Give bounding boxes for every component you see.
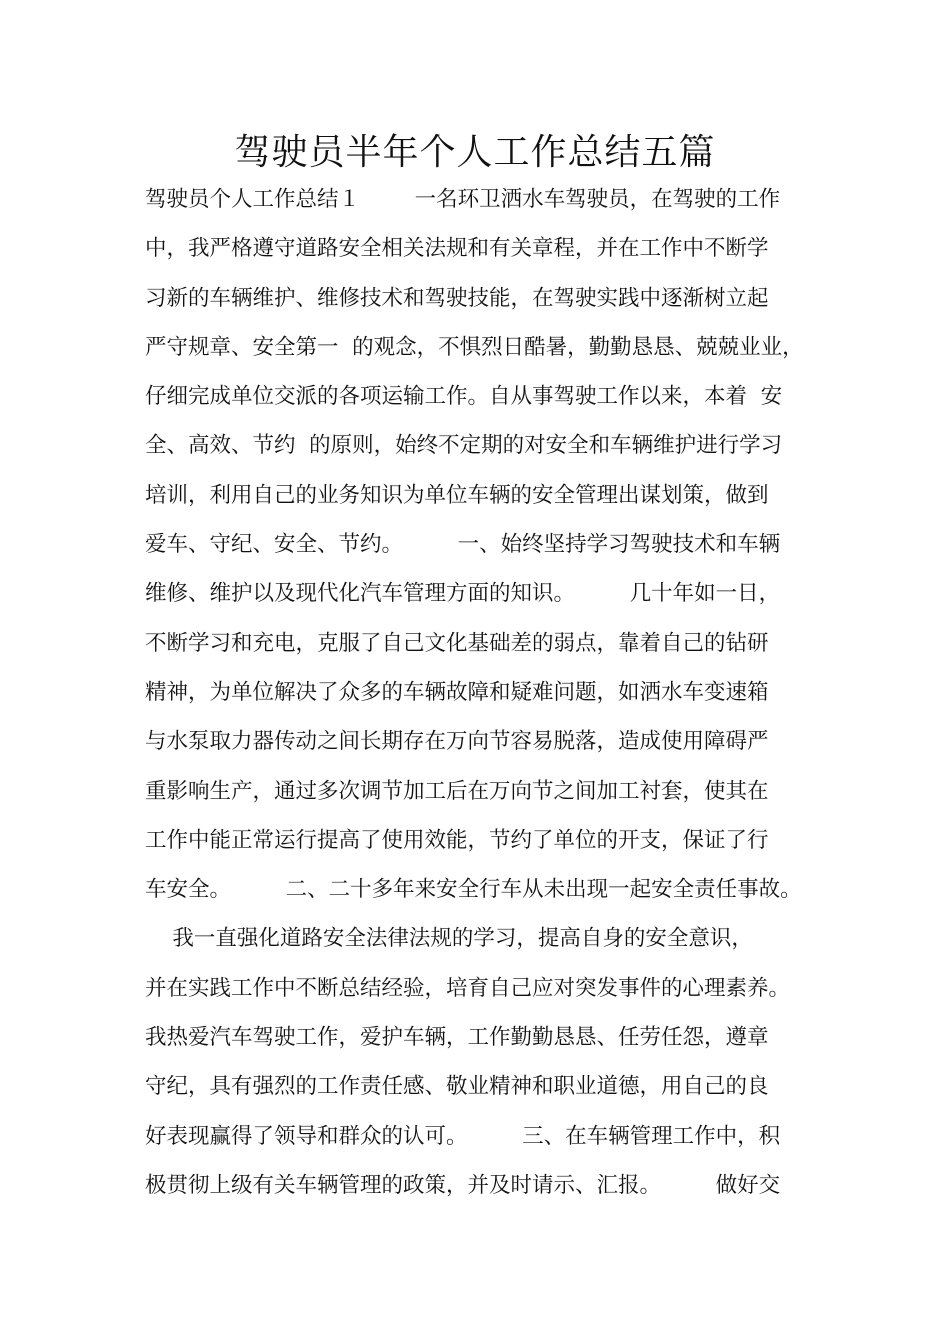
- body-line: 极贯彻上级有关车辆管理的政策，并及时请示、汇报。 做好交: [145, 1172, 781, 1198]
- body-line: 仔细完成单位交派的各项运输工作。自从事驾驶工作以来，本着 安: [145, 384, 783, 410]
- body-line: 习新的车辆维护、维修技术和驾驶技能，在驾驶实践中逐渐树立起: [145, 285, 769, 311]
- body-line: 我热爱汽车驾驶工作，爱护车辆，工作勤勤恳恳、任劳任怨，遵章: [145, 1025, 769, 1051]
- body-line: 中，我严格遵守道路安全相关法规和有关章程，并在工作中不断学: [145, 236, 769, 262]
- body-line: 守纪，具有强烈的工作责任感、敬业精神和职业道德，用自己的良: [145, 1074, 769, 1100]
- body-line: 精神，为单位解决了众多的车辆故障和疑难问题，如洒水车变速箱: [145, 679, 769, 705]
- body-line: 好表现赢得了领导和群众的认可。 三、在车辆管理工作中，积: [145, 1123, 781, 1149]
- body-line: 全、高效、节约 的原则，始终不定期的对安全和车辆维护进行学习: [145, 433, 783, 459]
- body-line: 我一直强化道路安全法律法规的学习，提高自身的安全意识，: [145, 926, 753, 952]
- body-line: 培训，利用自己的业务知识为单位车辆的安全管理出谋划策，做到: [145, 482, 769, 508]
- body-line: 与水泵取力器传动之间长期存在万向节容易脱落，造成使用障碍严: [145, 729, 769, 755]
- body-line: 维修、维护以及现代化汽车管理方面的知识。 几十年如一日，: [145, 581, 781, 607]
- document-title: 驾驶员半年个人工作总结五篇: [234, 132, 716, 173]
- body-line: 驾驶员个人工作总结１ 一名环卫洒水车驾驶员，在驾驶的工作: [145, 187, 781, 212]
- body-line: 工作中能正常运行提高了使用效能，节约了单位的开支，保证了行: [145, 827, 769, 853]
- document-body: [145, 180, 810, 1215]
- body-line: 并在实践工作中不断总结经验，培育自己应对突发事件的心理素养。: [145, 975, 791, 1001]
- body-line: 不断学习和充电，克服了自己文化基础差的弱点，靠着自己的钻研: [145, 630, 769, 656]
- body-line: 重影响生产，通过多次调节加工后在万向节之间加工衬套，使其在: [145, 778, 769, 804]
- body-line: 车安全。 二、二十多年来安全行车从未出现一起安全责任事故。: [145, 877, 802, 903]
- body-line: 严守规章、安全第一 的观念，不惧烈日酷暑，勤勤恳恳、兢兢业业，: [145, 334, 804, 360]
- body-line: 爱车、守纪、安全、节约。 一、始终坚持学习驾驶技术和车辆: [145, 532, 781, 558]
